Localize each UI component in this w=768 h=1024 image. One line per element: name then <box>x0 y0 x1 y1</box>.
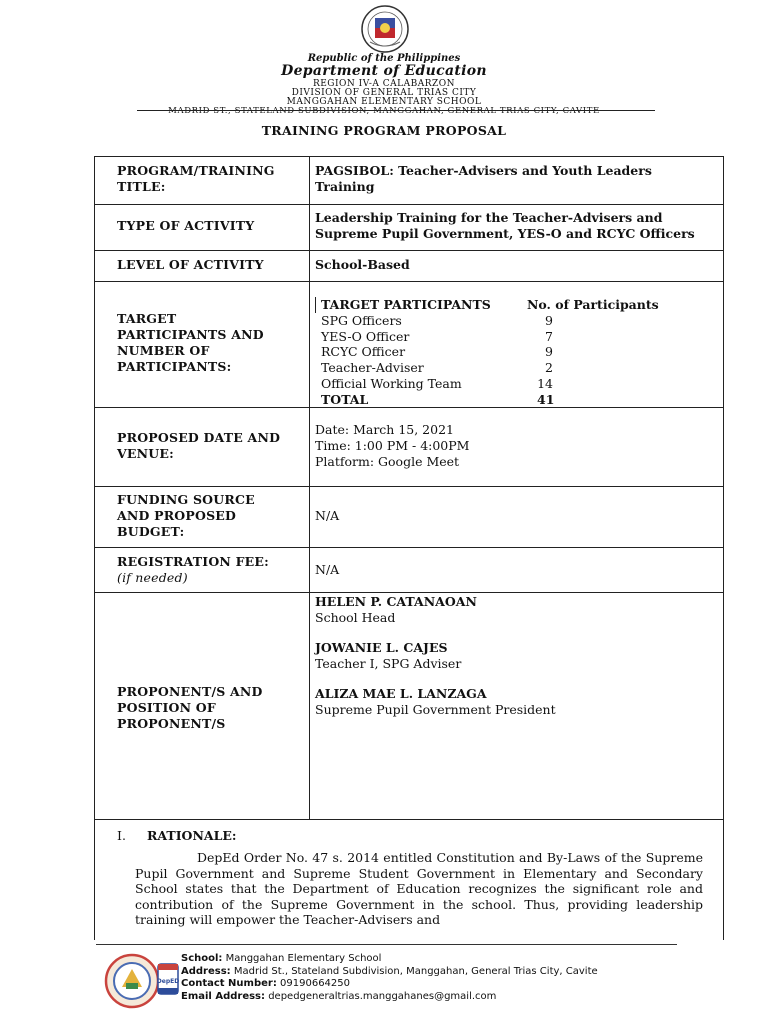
proposed-date-venue-value: Date: March 15, 2021 Time: 1:00 PM - 4:00PM Platform: Google Meet <box>315 422 470 469</box>
participant-row: RCYC Officer 9 <box>321 344 553 360</box>
school-logo <box>104 953 160 1009</box>
proponent-position: Teacher I, SPG Adviser <box>315 656 462 671</box>
participants-table <box>315 297 715 408</box>
level-of-activity-label: LEVEL OF ACTIVITY <box>117 257 264 272</box>
footer-school: School: Manggahan Elementary School <box>181 953 382 964</box>
proponent-name: HELEN P. CATANAOAN <box>315 594 477 609</box>
program-title-value: PAGSIBOL: Teacher-Advisers and Youth Leaders Training <box>315 163 652 194</box>
footer-contact: Contact Number: 09190664250 <box>181 978 351 990</box>
rationale-section <box>94 819 724 940</box>
proponent-name: ALIZA MAE L. LANZAGA <box>315 686 487 701</box>
participants-total-row: TOTAL 41 <box>321 391 555 407</box>
proponents-value <box>315 594 720 718</box>
level-of-activity-value: School-Based <box>315 257 410 272</box>
proponent-position: School Head <box>315 610 396 625</box>
department-line: Department of Education <box>281 63 487 79</box>
participant-row: YES-O Officer 7 <box>321 328 553 344</box>
column-divider <box>309 157 310 819</box>
participant-row: Teacher-Adviser 2 <box>321 360 553 376</box>
deped-logo-text: DepED <box>157 978 179 985</box>
rationale-paragraph: DepEd Order No. 47 s. 2014 entitled Constitution and By-Laws of the Supreme Pupil Government and Supreme Student Government in Elementary and Secondary School states that the Department of Education recognizes the significant role and contribution of the Supreme Government in the school. Thus, providing leadership training will empower the Teacher-Advisers and <box>135 850 703 928</box>
header-divider <box>137 110 655 111</box>
proponent-position: Supreme Pupil Government President <box>315 702 556 717</box>
type-of-activity-value: Leadership Training for the Teacher-Advisers and Supreme Pupil Government, YES-O and RCYC Officers <box>315 210 695 241</box>
funding-source-value: N/A <box>315 508 340 523</box>
school-line: MANGGAHAN ELEMENTARY SCHOOL <box>286 97 482 107</box>
address-line: MADRID ST., STATELAND SUBDIVISION, MANGGAHAN, GENERAL TRIAS CITY, CAVITE <box>168 106 600 116</box>
proposal-table <box>94 156 724 820</box>
funding-source-label: FUNDING SOURCE AND PROPOSED BUDGET: <box>117 492 255 539</box>
registration-fee-label: REGISTRATION FEE: (if needed) <box>117 554 269 585</box>
deped-logo <box>157 950 179 1008</box>
rationale-heading: I. RATIONALE: <box>117 828 237 843</box>
registration-fee-value: N/A <box>315 562 340 577</box>
proponents-label: PROPONENT/S AND POSITION OF PROPONENT/S <box>117 684 263 731</box>
deped-seal-logo <box>360 4 410 54</box>
region-line: REGION IV-A CALABARZON <box>312 79 456 89</box>
footer-contact-info <box>181 953 598 1003</box>
document-title: TRAINING PROGRAM PROPOSAL <box>261 123 507 138</box>
participant-row: SPG Officers 9 <box>321 312 553 328</box>
footer-email[interactable]: Email Address: depedgeneraltrias.manggahanes@gmail.com <box>181 990 497 1002</box>
text-cursor <box>315 297 316 313</box>
division-line: DIVISION OF GENERAL TRIAS CITY <box>291 88 477 98</box>
participant-row: Official Working Team 14 <box>321 375 553 391</box>
proposed-date-venue-label: PROPOSED DATE AND VENUE: <box>117 430 281 461</box>
footer-address: Address: Madrid St., Stateland Subdivision, Manggahan, General Trias City, Cavite <box>181 965 598 977</box>
program-title-label: PROGRAM/TRAINING TITLE: <box>117 163 275 194</box>
footer-divider <box>96 944 677 945</box>
republic-line: Republic of the Philippines <box>307 53 461 64</box>
proponent-name: JOWANIE L. CAJES <box>315 640 448 655</box>
target-participants-label: TARGET PARTICIPANTS AND NUMBER OF PARTICIPANTS: <box>117 311 264 374</box>
type-of-activity-label: TYPE OF ACTIVITY <box>117 218 255 233</box>
participants-header-row: TARGET PARTICIPANTS No. of Participants <box>315 297 715 313</box>
